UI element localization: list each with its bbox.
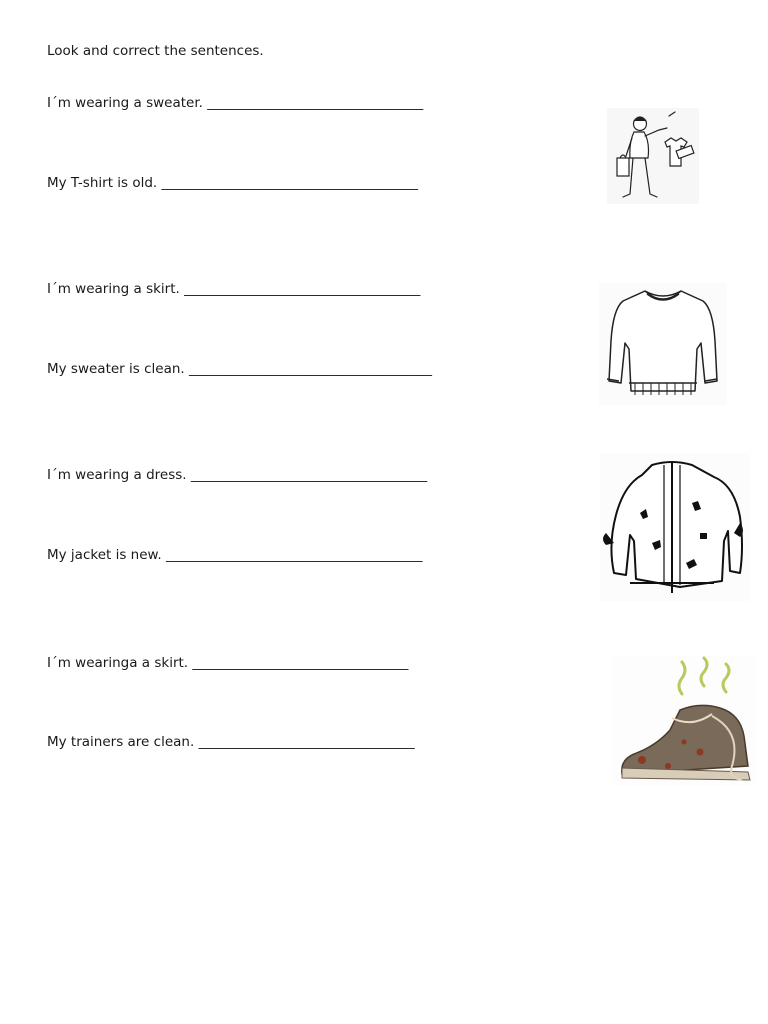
sentence-text: I´m wearinga a skirt. (47, 655, 189, 671)
answer-blank[interactable]: ________________________________ (198, 734, 415, 750)
sentence-5 (47, 466, 427, 484)
instruction: Look and correct the sentences. (47, 43, 264, 59)
man-shopping-with-new-tshirt-icon (607, 108, 699, 204)
answer-blank[interactable]: ___________________________________ (184, 281, 421, 297)
sentence-text: I´m wearing a sweater. (47, 95, 203, 111)
sentence-text: I´m wearing a skirt. (47, 281, 180, 297)
sentence-text: My T-shirt is old. (47, 175, 158, 191)
answer-blank[interactable]: ________________________________ (207, 95, 424, 111)
dirty-smelly-shoe-icon (612, 656, 756, 786)
sentence-4 (47, 360, 432, 378)
old-torn-jacket-icon (600, 453, 750, 601)
sentence-text: My trainers are clean. (47, 734, 195, 750)
answer-blank[interactable]: ____________________________________ (189, 361, 432, 377)
sentence-2 (47, 174, 418, 192)
sweater-icon (599, 283, 727, 405)
sentence-8 (47, 733, 415, 751)
answer-blank[interactable]: ___________________________________ (190, 467, 428, 483)
sentence-6 (47, 546, 422, 564)
answer-blank[interactable]: ______________________________________ (165, 547, 423, 563)
sentence-3 (47, 280, 420, 298)
sentence-7 (47, 654, 408, 672)
sentence-text: I´m wearing a dress. (47, 467, 187, 483)
sentence-text: My jacket is new. (47, 547, 162, 563)
answer-blank[interactable]: ________________________________ (192, 655, 409, 671)
sentence-text: My sweater is clean. (47, 361, 185, 377)
sentence-1 (47, 94, 423, 112)
answer-blank[interactable]: ______________________________________ (161, 175, 419, 191)
